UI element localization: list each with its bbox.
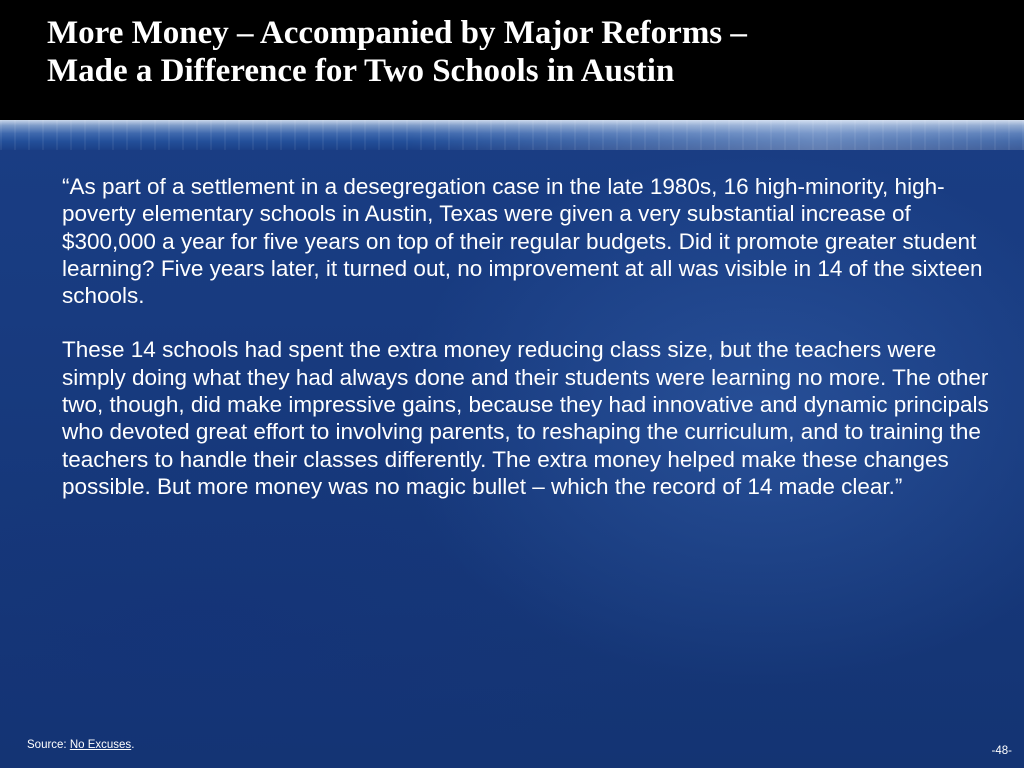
source-label: Source:	[27, 739, 70, 751]
slide-title-line-1: More Money – Accompanied by Major Reforms –	[47, 15, 747, 51]
page-number: -48-	[991, 745, 1012, 757]
source-suffix: .	[131, 739, 135, 751]
decorative-band-stripes	[0, 120, 1024, 150]
source-link[interactable]: No Excuses	[69, 739, 132, 751]
slide-title	[47, 14, 1007, 90]
slide-title-line-2: Made a Difference for Two Schools in Austin	[47, 53, 675, 89]
quote-paragraph-2: These 14 schools had spent the extra money reducing class size, but the teachers were simply doing what they had always done and their students were learning no more. The other two, though, did make impressive gains, because they had innovative and dynamic principals who devoted great effort to involving parents, to reshaping the curriculum, and to training the teachers to handle their classes differently. The extra money helped make these changes possible. But more money was no magic bullet – which the record of 14 made clear.”	[62, 337, 989, 499]
quote-body	[62, 173, 992, 527]
quote-paragraph-1: “As part of a settlement in a desegregation case in the late 1980s, 16 high-minority, high-poverty elementary schools in Austin, Texas were given a very substantial increase of $300,000 a year for five years on top of their regular budgets. Did it promote greater student learning? Five years later, it turned out, no improvement at all was visible in 14 of the sixteen schools.	[62, 174, 983, 309]
title-bar	[0, 0, 1024, 120]
source-citation	[27, 739, 134, 751]
